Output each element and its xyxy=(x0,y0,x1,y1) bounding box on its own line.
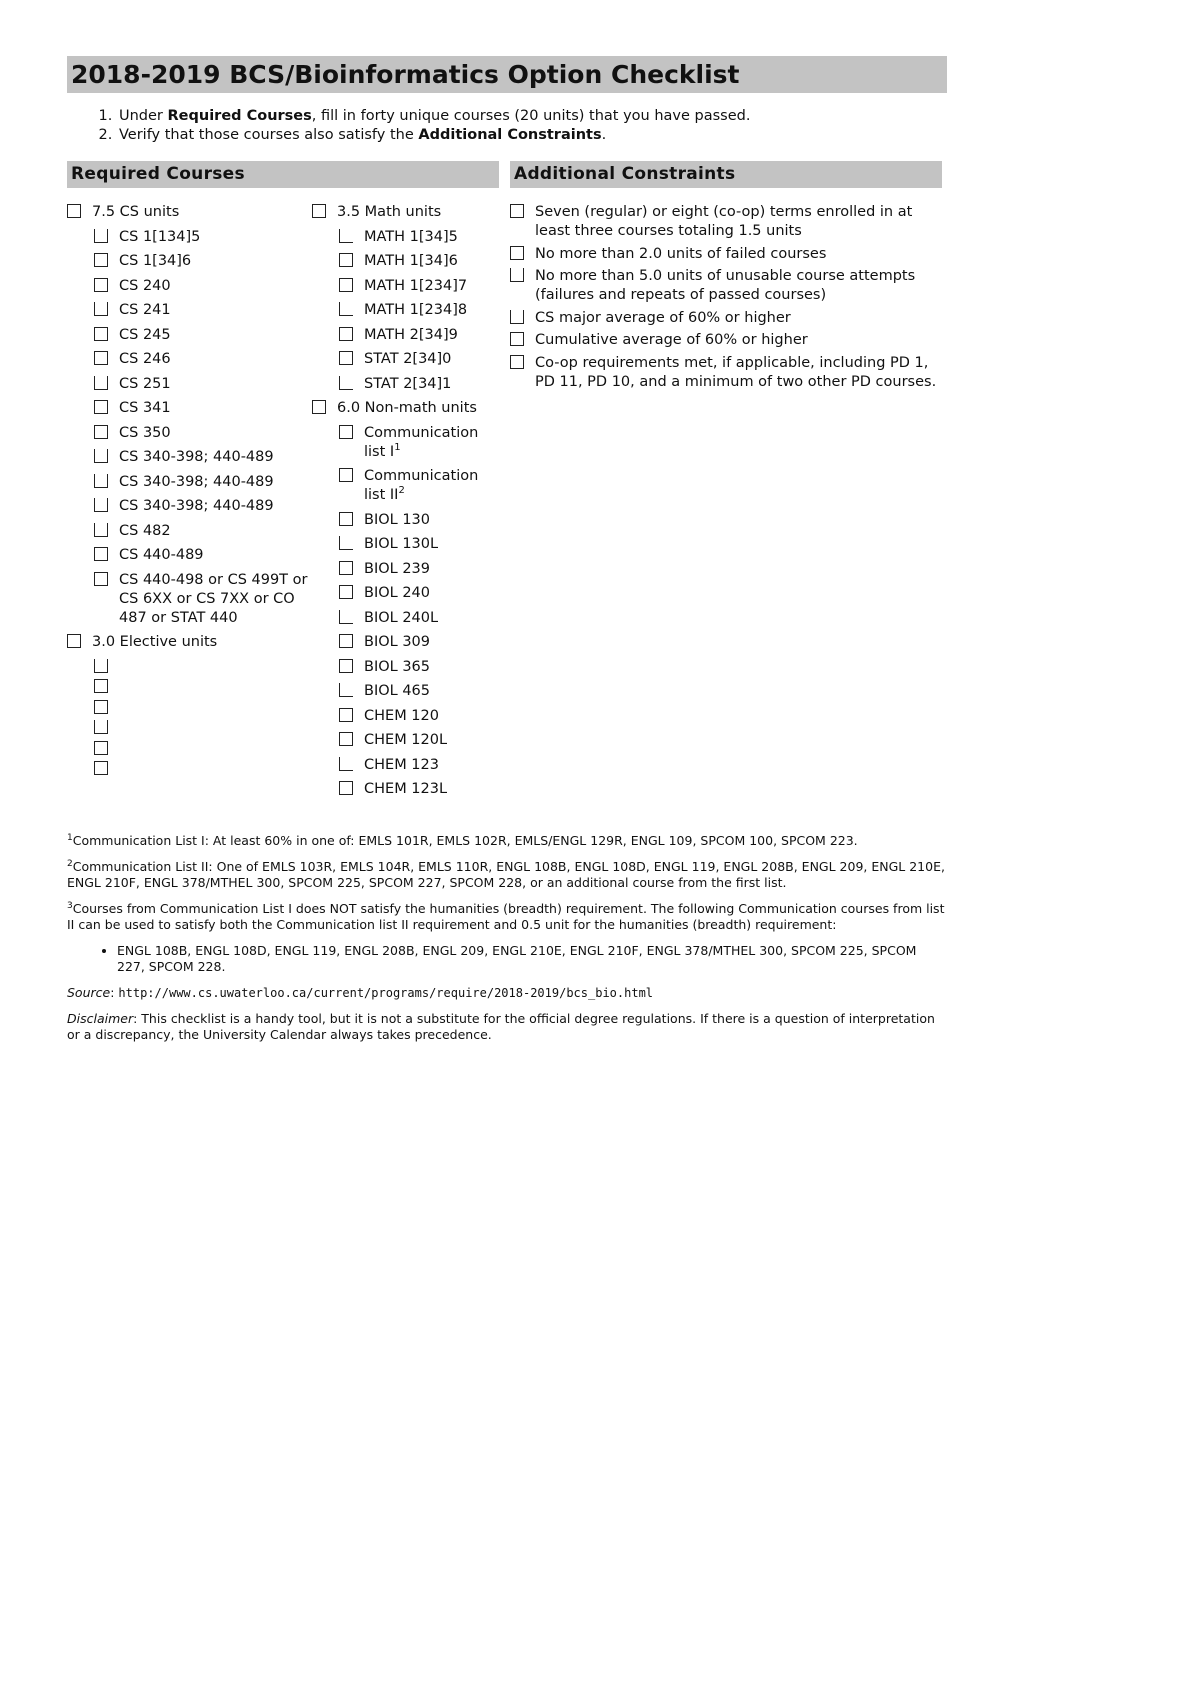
course-label: CHEM 120L xyxy=(364,732,448,748)
course-checkbox[interactable] xyxy=(94,425,108,439)
course-checkbox[interactable] xyxy=(339,468,353,482)
cs-units-checkbox[interactable] xyxy=(67,204,81,218)
course-checkbox[interactable] xyxy=(339,610,353,624)
elective-checkbox[interactable] xyxy=(94,659,108,673)
course-label: CS 245 xyxy=(119,326,171,343)
elective-units-checkbox[interactable] xyxy=(67,634,81,648)
additional-constraints-heading: Additional Constraints xyxy=(510,161,942,188)
constraint-checkbox[interactable] xyxy=(510,332,524,346)
required-courses-section xyxy=(67,161,499,805)
course-checkbox[interactable] xyxy=(339,659,353,673)
course-label: BIOL 465 xyxy=(364,683,431,699)
course-checkbox[interactable] xyxy=(94,400,108,414)
source-link[interactable]: http://www.cs.uwaterloo.ca/current/programs/require/2018-2019/bcs_bio.html xyxy=(118,985,654,1000)
course-label: CS 340-398; 440-489 xyxy=(119,473,274,490)
course-checkbox[interactable] xyxy=(339,512,353,526)
math-units-checkbox[interactable] xyxy=(312,204,326,218)
course-label: CS 340-398; 440-489 xyxy=(119,449,274,465)
instructions-list xyxy=(67,107,947,145)
course-checkbox[interactable] xyxy=(339,229,353,243)
course-label: CS 340-398; 440-489 xyxy=(119,498,274,514)
course-checkbox[interactable] xyxy=(339,536,353,550)
course-checkbox[interactable] xyxy=(94,523,108,537)
course-checkbox[interactable] xyxy=(339,585,353,599)
course-label: CS 341 xyxy=(119,400,171,416)
course-checkbox[interactable] xyxy=(339,561,353,575)
course-label: CS 350 xyxy=(119,424,171,441)
instruction-1: 1. Under Required Courses, fill in forty unique courses (20 units) that you have passed. xyxy=(117,107,947,126)
course-checkbox[interactable] xyxy=(339,302,353,316)
course-checkbox[interactable] xyxy=(94,572,108,586)
course-label: MATH 1[234]7 xyxy=(364,277,468,294)
page-title: 2018-2019 BCS/Bioinformatics Option Checklist xyxy=(67,56,947,93)
course-checkbox[interactable] xyxy=(94,327,108,341)
constraint-label: Cumulative average of 60% or higher xyxy=(535,332,808,348)
list-item: • ENGL 108B, ENGL 108D, ENGL 119, ENGL 208B, ENGL 209, ENGL 210E, ENGL 210F, ENGL 378/MTHEL 300, SPCOM 225, SPCOM 227, SPCOM 228. xyxy=(117,943,947,975)
checklist-page xyxy=(67,56,947,1053)
course-checkbox[interactable] xyxy=(94,351,108,365)
course-label: CS 440-489 xyxy=(119,547,204,563)
course-checkbox[interactable] xyxy=(94,253,108,267)
course-checkbox[interactable] xyxy=(339,781,353,795)
course-checkbox[interactable] xyxy=(94,449,108,463)
elective-checkbox[interactable] xyxy=(94,720,108,734)
course-label: BIOL 309 xyxy=(364,634,431,650)
course-label: BIOL 240L xyxy=(364,609,439,626)
course-checkbox[interactable] xyxy=(339,327,353,341)
footnote-1: $^1$Communication List I: At least 60% in one of: EMLS 101R, EMLS 102R, EMLS/ENGL 129R, ENGL 109, SPCOM 100, SPCOM 223. xyxy=(67,832,858,848)
course-label: Communication list $I^1$ xyxy=(364,424,479,460)
nonmath-units-label: 6.0 Non-math units xyxy=(337,400,477,416)
course-checkbox[interactable] xyxy=(94,376,108,390)
elective-checkbox[interactable] xyxy=(94,679,108,693)
course-checkbox[interactable] xyxy=(339,732,353,746)
footnotes xyxy=(67,833,947,1043)
course-checkbox[interactable] xyxy=(94,547,108,561)
course-checkbox[interactable] xyxy=(94,498,108,512)
course-checkbox[interactable] xyxy=(339,708,353,722)
course-label: BIOL 240 xyxy=(364,585,431,601)
course-checkbox[interactable] xyxy=(339,683,353,697)
required-courses-heading: Required Courses xyxy=(67,161,499,188)
course-label: CHEM 123L xyxy=(364,781,448,797)
math-units-label: 3.5 Math units xyxy=(337,204,442,220)
elective-units-label: 3.0 Elective units xyxy=(92,634,218,650)
elective-checkbox[interactable] xyxy=(94,761,108,775)
footnote-3: $^3$Courses from Communication List I does NOT satisfy the humanities (breadth) requirement. The following Communication courses from list II can be used to satisfy both the Communication list II requirement and 0.5 unit for the humanities (breadth) requirement: xyxy=(67,900,945,932)
course-checkbox[interactable] xyxy=(339,757,353,771)
course-label: MATH 1[34]5 xyxy=(364,228,458,245)
course-label: BIOL 239 xyxy=(364,560,431,577)
course-checkbox[interactable] xyxy=(339,425,353,439)
course-checkbox[interactable] xyxy=(94,229,108,243)
course-label: MATH 1[34]6 xyxy=(364,253,458,269)
source-line: Source: http://www.cs.uwaterloo.ca/current/programs/require/2018-2019/bcs_bio.html xyxy=(67,984,654,1000)
course-label: MATH 1[234]8 xyxy=(364,302,468,318)
course-label: CS 246 xyxy=(119,351,171,367)
course-label: CS 241 xyxy=(119,302,171,318)
course-label: MATH 2[34]9 xyxy=(364,326,458,343)
constraint-label: Seven (regular) or eight (co-op) terms enrolled in at least three courses totaling 1.5 units xyxy=(535,204,913,239)
constraint-checkbox[interactable] xyxy=(510,268,524,282)
course-checkbox[interactable] xyxy=(339,376,353,390)
course-label: STAT 2[34]1 xyxy=(364,375,452,392)
constraint-label: Co-op requirements met, if applicable, including PD 1, PD 11, PD 10, and a minimum of two other PD courses. xyxy=(535,354,937,390)
course-label: BIOL 365 xyxy=(364,658,431,675)
constraint-checkbox[interactable] xyxy=(510,246,524,260)
course-checkbox[interactable] xyxy=(94,474,108,488)
constraint-checkbox[interactable] xyxy=(510,204,524,218)
course-label: STAT 2[34]0 xyxy=(364,351,452,367)
course-label: CS 482 xyxy=(119,522,171,539)
footnote-2: $^2$Communication List II: One of EMLS 103R, EMLS 104R, EMLS 110R, ENGL 108B, ENGL 108D, ENGL 119, ENGL 208B, ENGL 209, ENGL 210E, ENGL 210F, ENGL 378/MTHEL 300, SPCOM 225, SPCOM 227, SPCOM 228, or an additional course from the first list. xyxy=(67,858,945,890)
course-label: CS 1[134]5 xyxy=(119,228,201,245)
constraint-label: CS major average of 60% or higher xyxy=(535,309,791,326)
additional-constraints-section xyxy=(510,161,942,805)
disclaimer: Disclaimer: This checklist is a handy tool, but it is not a substitute for the official degree regulations. If there is a question of interpretation or a discrepancy, the University Calendar always takes precedence. xyxy=(67,1010,935,1042)
cs-units-label: 7.5 CS units xyxy=(92,204,180,220)
constraint-label: No more than 2.0 units of failed courses xyxy=(535,245,827,262)
course-label: BIOL 130 xyxy=(364,511,431,528)
course-label: CS 440-498 or CS 499T or CS 6XX or CS 7XX or CO 487 or STAT 440 xyxy=(119,571,308,626)
course-checkbox[interactable] xyxy=(94,302,108,316)
humanities-course-list xyxy=(67,943,947,975)
course-label: BIOL 130L xyxy=(364,536,439,552)
course-label: CHEM 123 xyxy=(364,756,439,773)
elective-checkbox[interactable] xyxy=(94,700,108,714)
course-label: CHEM 120 xyxy=(364,707,439,724)
constraint-checkbox[interactable] xyxy=(510,310,524,324)
instruction-2: 2. Verify that those courses also satisfy the Additional Constraints. xyxy=(117,126,947,145)
course-checkbox[interactable] xyxy=(339,278,353,292)
course-label: CS 1[34]6 xyxy=(119,253,192,269)
constraint-label: No more than 5.0 units of unusable course attempts (failures and repeats of passed courses) xyxy=(535,268,916,303)
elective-checkbox[interactable] xyxy=(94,741,108,755)
course-label: CS 251 xyxy=(119,375,171,392)
course-label: CS 240 xyxy=(119,277,171,294)
course-checkbox[interactable] xyxy=(339,253,353,267)
nonmath-units-checkbox[interactable] xyxy=(312,400,326,414)
course-checkbox[interactable] xyxy=(339,351,353,365)
course-checkbox[interactable] xyxy=(94,278,108,292)
constraint-checkbox[interactable] xyxy=(510,355,524,369)
course-checkbox[interactable] xyxy=(339,634,353,648)
course-label: Communication list $II^2$ xyxy=(364,468,479,503)
